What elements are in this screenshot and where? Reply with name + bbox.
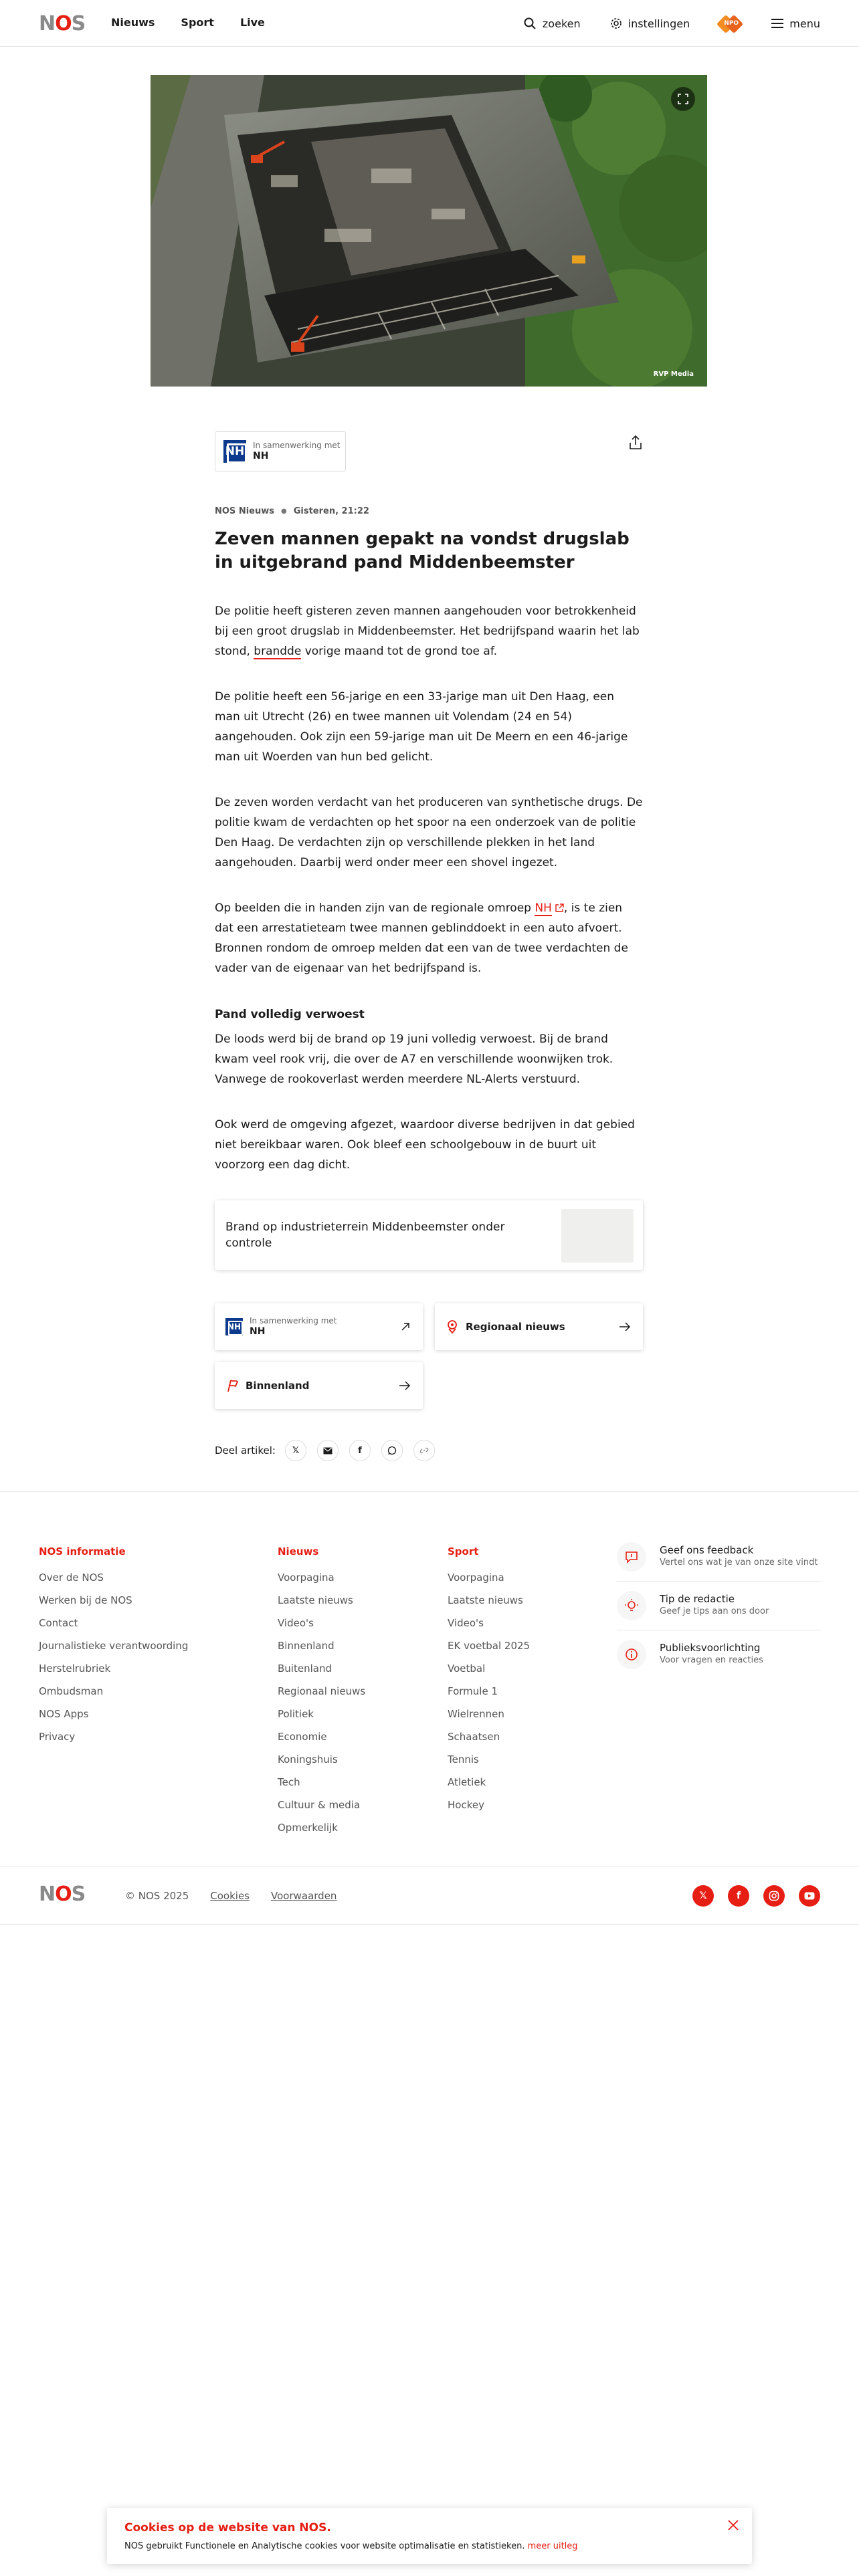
external-link-icon <box>555 903 564 912</box>
instagram-icon <box>769 1891 779 1901</box>
contact-public-info[interactable] <box>617 1630 821 1679</box>
youtube-icon <box>804 1892 815 1900</box>
footer-link[interactable]: Tech <box>278 1776 300 1788</box>
info-icon <box>617 1640 646 1669</box>
terms-link[interactable]: Voorwaarden <box>271 1890 337 1902</box>
related-article-card[interactable] <box>215 1200 643 1270</box>
lightbulb-icon <box>617 1591 646 1620</box>
footer-link[interactable]: Binnenland <box>278 1640 335 1652</box>
topic-tiles <box>215 1303 643 1409</box>
search-button[interactable] <box>523 17 581 30</box>
external-arrow-icon <box>400 1321 411 1332</box>
share-label: Deel artikel: <box>215 1444 276 1457</box>
share-email-button[interactable] <box>317 1440 339 1461</box>
article-title: Zeven mannen gepakt na vondst drugslab in uitgebrand pand Middenbeemster <box>215 529 630 572</box>
whatsapp-icon <box>387 1446 397 1455</box>
tile-nh[interactable] <box>215 1303 423 1350</box>
footer-link[interactable]: Laatste nieuws <box>448 1594 523 1606</box>
arrow-right-icon <box>399 1380 411 1391</box>
footer-link[interactable]: Journalistieke verantwoording <box>39 1640 189 1652</box>
footer-heading: Sport <box>448 1545 479 1558</box>
tile-regional-label: Regionaal nieuws <box>466 1321 565 1333</box>
chat-icon <box>617 1542 646 1572</box>
footer-heading: Nieuws <box>278 1545 319 1558</box>
contact-subtitle: Voor vragen en reacties <box>660 1655 763 1665</box>
header-actions <box>523 13 820 33</box>
footer-col-nieuws <box>278 1544 365 1839</box>
meta-separator: ● <box>280 508 287 515</box>
footer-link[interactable]: Atletiek <box>448 1776 486 1788</box>
footer-contact <box>617 1542 821 1679</box>
paragraph-4: Op beelden die in handen zijn van de regionale omroep NH , is te zien dat een arrestatieteam twee mannen geblinddoekt in een auto afvoert. Bronnen rondom de omroep melden dat een van de twee verdachten de vader van de eigenaar van het bedrijfspand is. <box>215 901 628 975</box>
footer-link[interactable]: Privacy <box>39 1731 76 1743</box>
footer-link[interactable]: Buitenland <box>278 1662 332 1675</box>
footer-link[interactable]: Regionaal nieuws <box>278 1685 366 1697</box>
nav-sport[interactable]: Sport <box>181 16 214 29</box>
location-pin-icon <box>446 1319 459 1334</box>
expand-icon <box>678 94 688 104</box>
close-icon[interactable] <box>725 2517 741 2533</box>
article-source: NOS Nieuws <box>215 506 274 516</box>
photo-credit: RVP Media <box>653 370 694 378</box>
envelope-icon <box>323 1447 332 1455</box>
footer-link[interactable]: Hockey <box>448 1799 484 1811</box>
tile-regional-news[interactable] <box>435 1303 643 1350</box>
paragraph-1: De politie heeft gisteren zeven mannen aangehouden voor betrokkenheid bij een groot drugslab in Middenbeemster. Het bedrijfspand waarin het lab stond, brandde vorige maand tot de grond toe af. <box>215 605 640 658</box>
site-footer <box>0 1491 859 1924</box>
contact-subtitle: Vertel ons wat je van onze site vindt <box>660 1558 818 1568</box>
footer-link[interactable]: Herstelrubriek <box>39 1662 111 1675</box>
x-icon: 𝕏 <box>292 1445 300 1456</box>
facebook-icon: f <box>736 1891 741 1901</box>
npo-logo[interactable] <box>719 15 742 32</box>
nh-logo: NH <box>225 1318 243 1335</box>
cookie-more-info-link[interactable]: meer uitleg <box>527 2541 578 2551</box>
footer-col-sport <box>448 1544 530 1816</box>
search-label: zoeken <box>542 17 581 30</box>
arrow-right-icon <box>619 1321 631 1332</box>
footer-link[interactable]: EK voetbal 2025 <box>448 1640 531 1652</box>
x-social-button[interactable] <box>692 1885 714 1907</box>
paragraph-3: De zeven worden verdacht van het produceren van synthetische drugs. De politie kwam de verdachten op het spoor na een onderzoek van de politie Den Haag. De verdachten zijn op verschillende plekken in het land aangehouden. Daarbij werd onder meer een shovel ingezet. <box>215 796 643 869</box>
hero-image[interactable] <box>151 75 707 387</box>
footer-link[interactable]: Politiek <box>278 1708 314 1720</box>
footer-link[interactable]: Over de NOS <box>39 1572 104 1584</box>
fullscreen-button[interactable] <box>671 87 695 111</box>
footer-legal-links <box>125 1890 337 1902</box>
share-whatsapp-button[interactable] <box>381 1440 403 1461</box>
collab-name: NH <box>253 451 269 461</box>
tile-nh-name: NH <box>250 1326 266 1337</box>
paragraph-5: De loods werd bij de brand op 19 juni volledig verwoest. Bij de brand kwam veel rook vrij, die over de A7 en verschillende woonwijken trok. Vanwege de rookoverlast werden meerdere NL-Alerts verstuurd. <box>215 1033 613 1086</box>
footer-link[interactable]: Koningshuis <box>278 1753 338 1765</box>
burned-building-aerial-photo <box>151 75 707 387</box>
footer-link[interactable]: Tennis <box>448 1753 479 1765</box>
footer-col-nos-info <box>39 1544 188 1748</box>
cookie-banner <box>107 2508 752 2564</box>
nav-nieuws[interactable]: Nieuws <box>111 16 155 29</box>
collab-label: In samenwerking met <box>253 441 341 450</box>
contact-tip[interactable] <box>617 1582 821 1630</box>
tile-nh-label: In samenwerking met <box>250 1316 337 1325</box>
tile-binnenland-label: Binnenland <box>246 1380 310 1392</box>
footer-link[interactable]: NOS Apps <box>39 1708 89 1720</box>
settings-button[interactable] <box>610 17 690 30</box>
nos-logo-footer[interactable]: NOS <box>39 1883 86 1906</box>
site-header <box>0 0 859 47</box>
menu-button[interactable] <box>771 17 820 30</box>
share-row <box>215 1440 643 1461</box>
cookies-link[interactable]: Cookies <box>210 1890 250 1902</box>
article-time: Gisteren, 21:22 <box>293 506 369 516</box>
footer-link[interactable]: Formule 1 <box>448 1685 498 1697</box>
collab-badge[interactable] <box>215 431 346 471</box>
nos-logo[interactable]: NOS <box>39 12 86 35</box>
footer-link[interactable]: Ombudsman <box>39 1685 104 1697</box>
share-icon[interactable] <box>627 434 644 451</box>
menu-label: menu <box>789 17 820 30</box>
contact-title: Tip de redactie <box>660 1593 735 1605</box>
related-article-thumbnail <box>561 1209 634 1263</box>
footer-link[interactable]: Video's <box>278 1617 314 1629</box>
share-facebook-button[interactable] <box>349 1440 371 1461</box>
contact-title: Publieksvoorlichting <box>660 1642 761 1654</box>
youtube-social-button[interactable] <box>799 1885 820 1907</box>
footer-link[interactable]: Opmerkelijk <box>278 1822 338 1834</box>
tile-binnenland[interactable] <box>215 1362 423 1409</box>
footer-link[interactable]: Werken bij de NOS <box>39 1594 132 1606</box>
article-meta <box>215 506 643 516</box>
cookie-text: NOS gebruikt Functionele en Analytische cookies voor website optimalisatie en statistieken. meer uitleg <box>124 2541 578 2551</box>
share-x-button[interactable] <box>285 1440 306 1461</box>
link-brandde[interactable]: brandde <box>254 645 302 658</box>
gear-icon <box>610 17 622 29</box>
footer-link[interactable]: Wielrennen <box>448 1708 504 1720</box>
copyright-text: © NOS 2025 <box>125 1890 189 1902</box>
npo-logo-text: NPO <box>724 20 739 27</box>
footer-link[interactable]: Voorpagina <box>278 1572 335 1584</box>
hamburger-icon <box>771 19 783 28</box>
article <box>215 431 643 1461</box>
search-icon <box>523 17 537 30</box>
subheading: Pand volledig verwoest <box>215 1008 365 1021</box>
related-article-title: Brand op industrieterrein Middenbeemster onder controle <box>225 1220 505 1250</box>
contact-feedback[interactable] <box>617 1542 821 1582</box>
x-icon: 𝕏 <box>699 1891 707 1901</box>
nh-logo: NH <box>223 440 246 463</box>
settings-label: instellingen <box>628 17 690 30</box>
paragraph-6: Ook werd de omgeving afgezet, waardoor diverse bedrijven in dat gebied niet bereikbaar waren. Ook bleef een schoolgebouw in de buurt uit voorzorg een dag dicht. <box>215 1118 635 1172</box>
facebook-social-button[interactable] <box>728 1885 749 1907</box>
footer-link[interactable]: Voorpagina <box>448 1572 504 1584</box>
footer-link[interactable]: Economie <box>278 1731 327 1743</box>
footer-link[interactable]: Video's <box>448 1617 484 1629</box>
footer-link[interactable]: Laatste nieuws <box>278 1594 353 1606</box>
footer-link[interactable]: Voetbal <box>448 1662 486 1675</box>
footer-link[interactable]: Cultuur & media <box>278 1799 361 1811</box>
flag-icon <box>225 1379 239 1392</box>
instagram-social-button[interactable] <box>763 1885 785 1907</box>
link-icon <box>419 1446 429 1455</box>
paragraph-2: De politie heeft een 56-jarige en een 33-jarige man uit Den Haag, een man uit Utrecht (26) en twee mannen uit Volendam (24 en 54) aangehouden. Ook zijn een 59-jarige man uit De Meern en een 46-jarige man uit Woerden van hun bed gelicht. <box>215 690 628 764</box>
footer-link[interactable]: Schaatsen <box>448 1731 500 1743</box>
link-nh[interactable]: NH <box>535 901 552 915</box>
main-nav <box>111 16 265 29</box>
facebook-icon: f <box>358 1445 362 1456</box>
footer-link[interactable]: Contact <box>39 1617 78 1629</box>
social-links <box>692 1885 820 1907</box>
contact-title: Geef ons feedback <box>660 1544 754 1556</box>
contact-subtitle: Geef je tips aan ons door <box>660 1606 769 1616</box>
footer-heading: NOS informatie <box>39 1545 126 1558</box>
nav-live[interactable]: Live <box>240 16 265 29</box>
footer-bottom-bar <box>0 1866 859 1925</box>
share-copy-link-button[interactable] <box>413 1440 435 1461</box>
cookie-title: Cookies op de website van NOS. <box>124 2521 331 2535</box>
